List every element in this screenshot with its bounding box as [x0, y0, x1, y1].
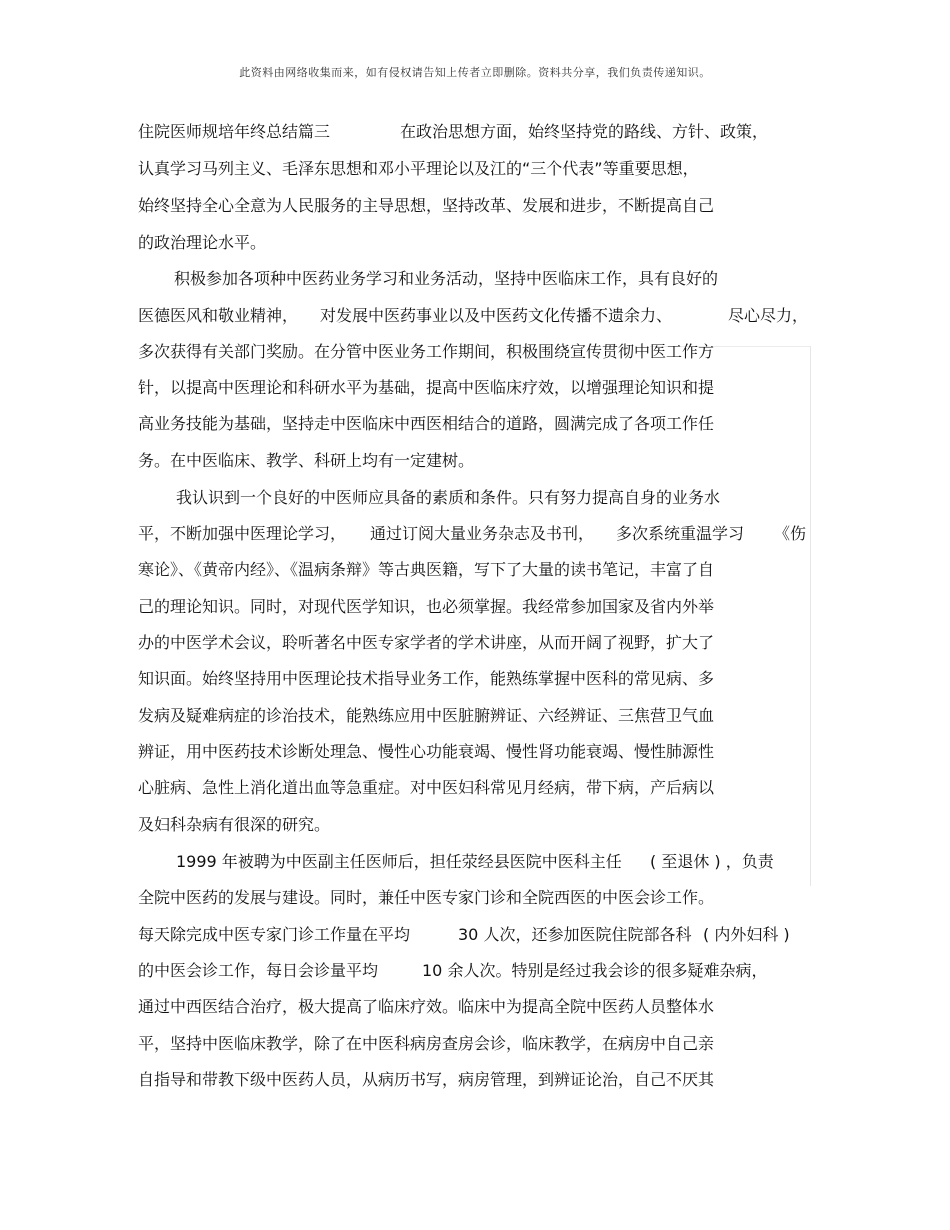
text-segment: 通过订阅大量业务杂志及书刊，: [370, 524, 595, 543]
text-segment: 心脏病、急性上消化道出血等急重症。对中医妇科常见月经病，带下病，产后病以: [138, 778, 715, 797]
text-line: [138, 995, 818, 1019]
text-line: [138, 558, 818, 582]
text-segment: 《伤: [774, 524, 807, 543]
text-line: [138, 704, 818, 728]
text-line: [138, 376, 818, 400]
text-line: [138, 157, 818, 181]
text-segment: 的中医会诊工作，每日会诊量平均: [138, 961, 379, 980]
text-line: [138, 886, 818, 910]
text-line: [138, 304, 818, 328]
text-line: [138, 340, 818, 364]
text-segment: 每天除完成中医专家门诊工作量在平均: [138, 925, 411, 944]
text-segment: 全院中医药的发展与建设。同时，兼任中医专家门诊和全院西医的中医会诊工作。: [138, 888, 715, 907]
text-line: [138, 449, 818, 473]
text-segment: 10 余人次。特别是经过我会诊的很多疑难杂病，: [422, 961, 768, 980]
text-segment: 医德医风和敬业精神，: [138, 306, 299, 325]
text-line: [138, 267, 818, 291]
text-segment: 发病及疑难病症的诊治技术，能熟练应用中医脏腑辨证、六经辨证、三焦营卫气血: [138, 706, 715, 725]
text-segment: 在政治思想方面，始终坚持党的路线、方针、政策，: [400, 122, 769, 141]
text-segment: 辨证，用中医药技术诊断处理急、慢性心功能衰竭、慢性肾功能衰竭、慢性肺源性: [138, 742, 715, 761]
text-line: [138, 740, 818, 764]
text-line: [138, 959, 818, 983]
text-segment: 高业务技能为基础，坚持走中医临床中西医相结合的道路，圆满完成了各项工作任: [138, 414, 715, 433]
text-segment: 办的中医学术会议，聆听著名中医专家学者的学术讲座，从而开阔了视野，扩大了: [138, 633, 715, 652]
header-note: 此资料由网络收集而来，如有侵权请告知上传者立即删除。资料共分享，我们负责传递知识。: [239, 66, 711, 79]
text-segment: 1999 年被聘为中医副主任医师后，担任荥经县医院中医科主任: [176, 852, 622, 871]
text-line: [138, 776, 818, 800]
text-segment: ( 至退休 ) ，负责: [650, 852, 774, 871]
text-segment: 针，以提高中医理论和科研水平为基础，提高中医临床疗效，以增强理论知识和提: [138, 378, 715, 397]
text-segment: 务。在中医临床、教学、科研上均有一定建树。: [138, 451, 475, 470]
text-line: [138, 522, 818, 546]
text-line: [138, 412, 818, 436]
text-line: [138, 813, 818, 837]
text-segment: 30 人次，还参加医院住院部各科: [458, 925, 692, 944]
text-line: [138, 1032, 818, 1056]
text-segment: 尽心尽力，: [728, 306, 809, 325]
text-segment: 己的理论知识。同时，对现代医学知识，也必须掌握。我经常参加国家及省内外举: [138, 597, 715, 616]
text-segment: ( 内外妇科 ): [703, 925, 790, 944]
text-line: [138, 850, 818, 874]
text-segment: 多次系统重温学习: [616, 524, 745, 543]
text-segment: 平，不断加强中医理论学习，: [138, 524, 347, 543]
text-line: [138, 923, 818, 947]
text-segment: 通过中西医结合治疗，极大提高了临床疗效。临床中为提高全院中医药人员整体水: [138, 997, 715, 1016]
text-line: [138, 120, 818, 144]
text-line: [138, 631, 818, 655]
text-segment: 住院医师规培年终总结篇三: [138, 122, 331, 141]
text-segment: 及妇科杂病有很深的研究。: [138, 815, 331, 834]
text-segment: 自指导和带教下级中医药人员，从病历书写，病房管理，到辨证论治，自己不厌其: [138, 1070, 715, 1089]
text-segment: 积极参加各项种中医药业务学习和业务活动，坚持中医临床工作，具有良好的: [174, 269, 719, 288]
text-segment: 我认识到一个良好的中医师应具备的素质和条件。只有努力提高自身的业务水: [176, 488, 721, 507]
text-segment: 认真学习马列主义、毛泽东思想和邓小平理论以及江的“三个代表”等重要思想，: [138, 159, 699, 178]
text-segment: 多次获得有关部门奖励。在分管中医业务工作期间，积极围绕宣传贯彻中医工作方: [138, 342, 715, 361]
text-line: [138, 1068, 818, 1092]
text-segment: 对发展中医药事业以及中医药文化传播不遗余力、: [320, 306, 673, 325]
text-line: [138, 194, 818, 218]
text-line: [138, 231, 818, 255]
text-segment: 平，坚持中医临床教学，除了在中医科病房查房会诊，临床教学，在病房中自己亲: [138, 1034, 715, 1053]
text-segment: 寒论》、《黄帝内经》、《温病条辩》等古典医籍，写下了大量的读书笔记，丰富了自: [138, 560, 715, 579]
text-line: [138, 486, 818, 510]
text-line: [138, 667, 818, 691]
text-line: [138, 595, 818, 619]
text-segment: 的政治理论水平。: [138, 233, 267, 252]
text-segment: 知识面。始终坚持用中医理论技术指导业务工作，能熟练掌握中医科的常见病、多: [138, 669, 715, 688]
text-segment: 始终坚持全心全意为人民服务的主导思想，坚持改革、发展和进步，不断提高自己: [138, 196, 715, 215]
